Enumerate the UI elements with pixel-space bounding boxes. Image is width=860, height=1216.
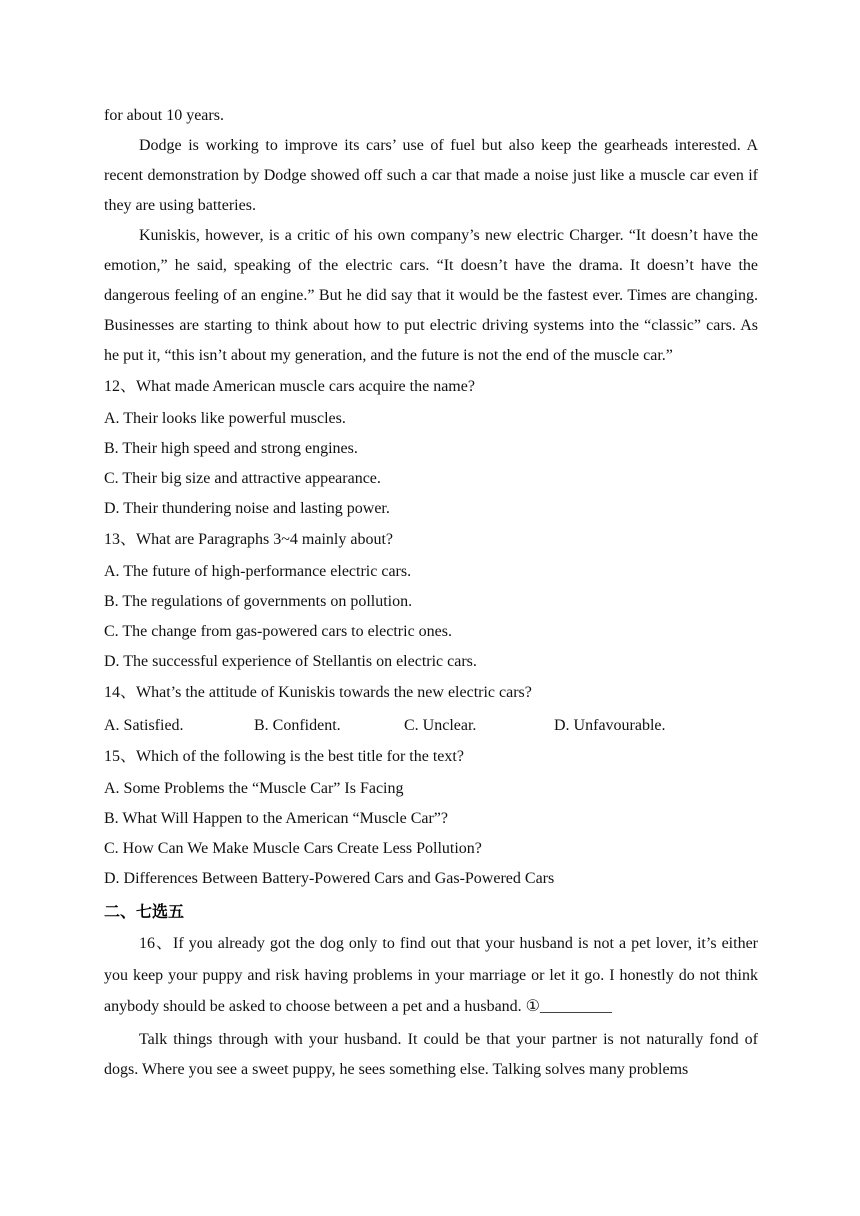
option-c: C. Their big size and attractive appearance.: [104, 470, 381, 487]
option-a: A. Satisfied.: [104, 717, 184, 734]
question-stem: 15、Which of the following is the best title for the text?: [104, 748, 464, 765]
option-d: D. The successful experience of Stellantis on electric cars.: [104, 653, 477, 670]
options-row: [104, 711, 758, 741]
option-a: A. Their looks like powerful muscles.: [104, 410, 346, 427]
question-16-paragraph: 16、If you already got the dog only to find out that your husband is not a pet lover, it’s either you keep your puppy and risk having problems in your marriage or let it go. I honestly do not think anybody should be asked to choose between a pet and a husband. ①_________: [104, 935, 759, 1015]
passage-paragraph-dodge: Dodge is working to improve its cars’ use of fuel but also keep the gearheads interested. A recent demonstration by Dodge showed off such a car that made a noise just like a muscle car even if they are using batteries.: [104, 137, 758, 214]
passage-paragraph-talk: Talk things through with your husband. It could be that your partner is not naturally fond of dogs. Where you see a sweet puppy, he sees something else. Talking solves many problems: [104, 1030, 758, 1078]
option-a: A. Some Problems the “Muscle Car” Is Facing: [104, 780, 404, 797]
option-d: D. Their thundering noise and lasting power.: [104, 500, 390, 517]
option-b: B. Confident.: [254, 717, 341, 734]
question-15: [104, 742, 758, 894]
question-stem: 12、What made American muscle cars acquire the name?: [104, 378, 475, 395]
question-14: [104, 678, 758, 741]
option-b: B. What Will Happen to the American “Muscle Car”?: [104, 810, 448, 827]
question-stem: 14、What’s the attitude of Kuniskis towards the new electric cars?: [104, 684, 532, 701]
option-d: D. Differences Between Battery-Powered Cars and Gas-Powered Cars: [104, 870, 555, 887]
option-c: C. How Can We Make Muscle Cars Create Less Pollution?: [104, 840, 482, 857]
option-b: B. The regulations of governments on pollution.: [104, 593, 413, 610]
option-b: B. Their high speed and strong engines.: [104, 440, 358, 457]
passage-paragraph-kuniskis: Kuniskis, however, is a critic of his own company’s new electric Charger. “It doesn’t have the emotion,” he said, speaking of the electric cars. “It doesn’t have the drama. It doesn’t have the dangerous feeling of an engine.” But he did say that it would be the fastest ever. Times are changing. Businesses are starting to think about how to put electric driving systems into the “classic” cars. As he put it, “this isn’t about my generation, and the future is not the end of the muscle car.”: [104, 227, 758, 364]
option-c: C. The change from gas-powered cars to electric ones.: [104, 623, 453, 640]
page-content: [104, 101, 758, 1085]
option-c: C. Unclear.: [404, 717, 477, 734]
question-stem: 13、What are Paragraphs 3~4 mainly about?: [104, 531, 394, 548]
passage-continuation: for about 10 years.: [104, 107, 224, 124]
question-13: [104, 525, 758, 677]
question-12: [104, 372, 758, 524]
option-d: D. Unfavourable.: [554, 717, 666, 734]
section-heading: 二、七选五: [104, 902, 185, 921]
option-a: A. The future of high-performance electric cars.: [104, 563, 412, 580]
